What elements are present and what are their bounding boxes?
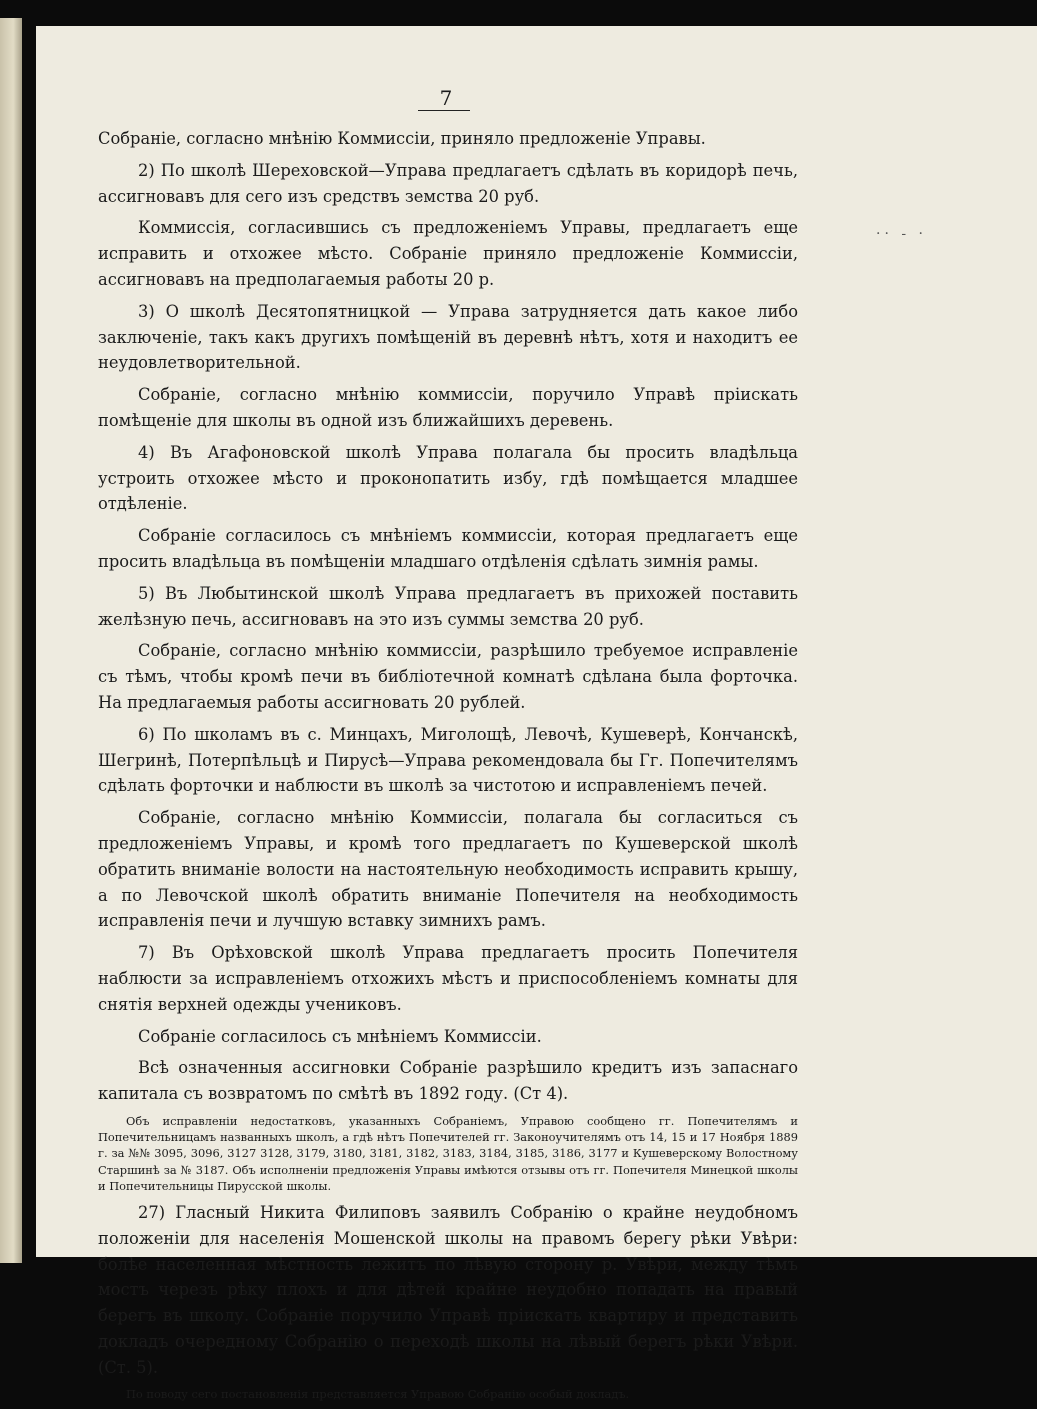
paragraph: 5) Въ Любытинской школѣ Управа предлагаетъ въ прихожей поставить желѣзную печь, ассигновавъ на это изъ суммы земства 20 руб.: [98, 583, 798, 629]
footnote: Объ исправленіи недостатковъ, указанныхъ Собраніемъ, Управою сообщено гг. Попечителямъ и Попечительницамъ названныхъ школъ, а гдѣ нѣтъ Попечителей гг. Законоучителямъ отъ 14, 15 и 17 Ноября 1889 г. за №№ 3095, 3096, 3127 3128, 3179, 3180, 3181, 3182, 3183, 3184, 3185, 3186, 3177 и Кушеверскому Волостному Старшинѣ за № 3187. Объ исполненіи предложенія Управы имѣются отзывы отъ гг. Попечителя Минецкой школы и Попечительницы Пирусской школы.: [98, 1113, 798, 1193]
paragraph: Собраніе согласилось съ мнѣніемъ коммиссіи, которая предлагаетъ еще просить владѣльца въ помѣщеніи младшаго отдѣленія сдѣлать зимнія рамы.: [98, 526, 798, 571]
item-27-paragraph: 27) Гласный Никита Филиповъ заявилъ Собранію о крайне неудобномъ положеніи для населенія Мошенской школы на правомъ берегу рѣки Увѣри: болѣе населенная мѣстность лежитъ по лѣвую сторону р. Увѣри, между тѣмъ мостъ черезъ рѣку плохъ и для дѣтей крайне неудобно попадать на правый берегъ въ школу. Собраніе поручило Управѣ пріискать квартиру и представить докладъ очередному Собранію о переходѣ школы на лѣвый берегъ рѣки Увѣри. (Ст. 5).: [98, 1202, 798, 1377]
page-number: 7: [439, 86, 453, 110]
body-text: [98, 126, 798, 1409]
footnote: По поводу сего постановленія представляется Управою Собранію особый докладъ.: [126, 1387, 630, 1402]
paragraph: 7) Въ Орѣховской школѣ Управа предлагаетъ просить Попечителя наблюсти за исправленіемъ отхожихъ мѣстъ и приспособленіемъ комнаты для снятія верхней одежды учениковъ.: [98, 943, 798, 1014]
document-page: [36, 26, 1037, 1402]
paragraph: Собраніе, согласно мнѣнію Коммиссіи, полагала бы согласиться съ предложеніемъ Управы, и кромѣ того предлагаетъ по Кушеверской школѣ обратить вниманіе волости на настоятельную необходимость исправить крышу, а по Левочской школѣ обратить вниманіе Попечителя на необходимость исправленія печи и лучшую вставку зимнихъ рамъ.: [98, 808, 798, 931]
margin-marks: ·· - ·: [876, 226, 927, 242]
paragraph: Всѣ означенныя ассигновки Собраніе разрѣшило кредитъ изъ запаснаго капитала съ возвратомъ по смѣтѣ въ 1892 году. (Ст 4).: [98, 1058, 798, 1104]
paragraph: 3) О школѣ Десятопятницкой — Управа затрудняется дать какое либо заключеніе, такъ какъ другихъ помѣщеній въ деревнѣ нѣтъ, хотя и находитъ ее неудовлетворительной.: [98, 301, 798, 373]
paragraph: 2) По школѣ Шереховской—Управа предлагаетъ сдѣлать въ коридорѣ печь, ассигновавъ для сего изъ средствъ земства 20 руб.: [98, 160, 798, 206]
page-number-rule: [418, 110, 470, 111]
paragraph: Собраніе, согласно мнѣнію Коммиссіи, приняло предложеніе Управы.: [98, 129, 706, 148]
adjacent-page-edge: [0, 18, 22, 1263]
paragraph: Собраніе, согласно мнѣнію коммиссіи, разрѣшило требуемое исправленіе съ тѣмъ, чтобы кромѣ печи въ библіотечной комнатѣ сдѣлана была форточка. На предлагаемыя работы ассигновать 20 рублей.: [98, 641, 798, 712]
paragraph: 4) Въ Агафоновской школѣ Управа полагала бы просить владѣльца устроить отхожее мѣсто и проконопатить избу, гдѣ помѣщается младшее отдѣленіе.: [98, 442, 798, 514]
paragraph: Собраніе согласилось съ мнѣніемъ Коммиссіи.: [138, 1026, 542, 1046]
paragraph: Коммиссія, согласившись съ предложеніемъ Управы, предлагаетъ еще исправить и отхожее мѣсто. Собраніе приняло предложеніе Коммиссіи, ассигновавъ на предполагаемыя работы 20 р.: [98, 218, 798, 289]
paragraph: Собраніе, согласно мнѣнію коммиссіи, поручило Управѣ пріискать помѣщеніе для школы въ одной изъ ближайшихъ деревень.: [98, 385, 798, 430]
paragraph: 6) По школамъ въ с. Минцахъ, Миголощѣ, Левочѣ, Кушеверѣ, Кончанскѣ, Шегринѣ, Потерпѣльцѣ и Пирусѣ—Управа рекомендовала бы Гг. Попечителямъ сдѣлать форточки и наблюсти въ школѣ за чистотою и исправленіемъ печей.: [98, 724, 798, 796]
